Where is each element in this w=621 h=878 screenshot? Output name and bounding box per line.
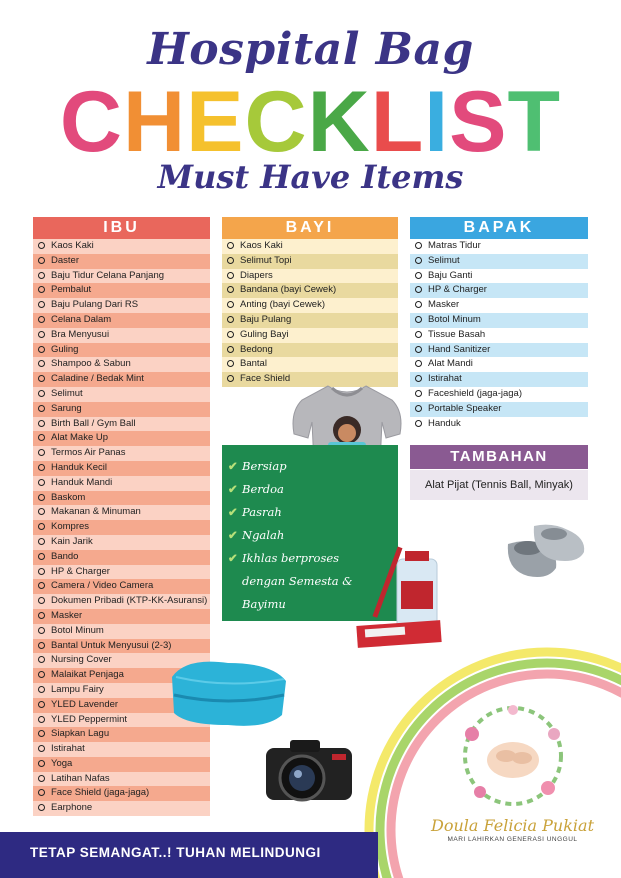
bapak-list-item[interactable]	[410, 313, 588, 328]
bapak-item-label: Tissue Basah	[428, 328, 486, 340]
ibu-list-item[interactable]	[33, 624, 210, 639]
checkbox-circle-icon[interactable]	[38, 434, 45, 441]
ibu-list-item[interactable]	[33, 357, 210, 372]
ibu-item-label: Camera / Video Camera	[51, 580, 154, 592]
bayi-list-item[interactable]	[222, 269, 398, 284]
tambahan-header: TAMBAHAN	[410, 445, 588, 469]
bayi-list-item[interactable]	[222, 298, 398, 313]
checkbox-circle-icon[interactable]	[38, 449, 45, 456]
title-letter: C	[244, 74, 308, 170]
checkbox-circle-icon[interactable]	[38, 464, 45, 471]
ibu-list-item[interactable]	[33, 343, 210, 358]
affirmation-text: Ikhlas berproses	[242, 551, 340, 565]
bayi-item-label: Selimut Topi	[240, 254, 292, 266]
checkbox-circle-icon[interactable]	[38, 789, 45, 796]
ibu-list-item[interactable]	[33, 283, 210, 298]
bapak-list-item[interactable]	[410, 269, 588, 284]
affirmation-item	[222, 501, 398, 524]
checkbox-circle-icon[interactable]	[415, 286, 422, 293]
ibu-list-item[interactable]	[33, 269, 210, 284]
ibu-list-item[interactable]	[33, 565, 210, 580]
ibu-header: IBU	[33, 217, 210, 239]
ibu-item-label: Pembalut	[51, 284, 92, 296]
checkbox-circle-icon[interactable]	[38, 568, 45, 575]
checkbox-circle-icon[interactable]	[38, 804, 45, 811]
camera-image	[262, 734, 358, 806]
ibu-item-label: Handuk Mandi	[51, 476, 113, 488]
bayi-column	[222, 217, 398, 387]
ibu-item-label: Selimut	[51, 387, 83, 399]
bayi-item-label: Kaos Kaki	[240, 240, 283, 251]
ibu-list-item[interactable]	[33, 328, 210, 343]
bapak-item-label: Portable Speaker	[428, 402, 502, 414]
bayi-list-item[interactable]	[222, 254, 398, 269]
checkbox-circle-icon[interactable]	[38, 479, 45, 486]
ibu-list-item[interactable]	[33, 461, 210, 476]
title-letter: K	[307, 74, 371, 170]
checkbox-circle-icon[interactable]	[38, 582, 45, 589]
bayi-header: BAYI	[222, 217, 398, 239]
checkbox-circle-icon[interactable]	[227, 360, 234, 367]
ibu-item-label: Bra Menyusui	[51, 328, 110, 340]
bapak-column	[410, 217, 588, 431]
ibu-item-label: Bantal Untuk Menyusui (2-3)	[51, 639, 172, 651]
checkbox-circle-icon[interactable]	[227, 286, 234, 293]
bayi-item-label: Bandana (bayi Cewek)	[240, 284, 337, 296]
bayi-item-label: Guling Bayi	[240, 328, 289, 340]
checkbox-circle-icon[interactable]	[415, 360, 422, 367]
bapak-header: BAPAK	[410, 217, 588, 239]
title-letter: I	[424, 74, 450, 170]
checkbox-circle-icon[interactable]	[38, 701, 45, 708]
checkmark-icon: ✔	[228, 551, 238, 565]
bapak-item-label: Hand Sanitizer	[428, 343, 491, 355]
bapak-list-item[interactable]	[410, 328, 588, 343]
ibu-list-item[interactable]	[33, 505, 210, 520]
checkbox-circle-icon[interactable]	[38, 642, 45, 649]
checkmark-icon: ✔	[228, 505, 238, 519]
checkbox-circle-icon[interactable]	[227, 375, 234, 382]
affirmation-text: Ngalah	[242, 528, 285, 542]
affirmation-item	[222, 478, 398, 501]
checkbox-circle-icon[interactable]	[227, 242, 234, 249]
ibu-item-label: Kompres	[51, 521, 90, 533]
bayi-list-item[interactable]	[222, 313, 398, 328]
bapak-item-label: Istirahat	[428, 373, 462, 385]
checkbox-circle-icon[interactable]	[38, 553, 45, 560]
bayi-item-label: Bedong	[240, 343, 273, 355]
logo-wreath	[450, 700, 576, 812]
checkbox-circle-icon[interactable]	[415, 420, 422, 427]
checkbox-circle-icon[interactable]	[415, 272, 422, 279]
ibu-item-label: HP & Charger	[51, 565, 110, 577]
bapak-list-item[interactable]	[410, 402, 588, 417]
affirmation-item	[222, 524, 398, 547]
checkbox-circle-icon[interactable]	[38, 331, 45, 338]
ibu-item-label: Baju Pulang Dari RS	[51, 299, 139, 311]
affirmation-text: Bayimu	[242, 597, 286, 611]
ibu-list-item[interactable]	[33, 594, 210, 609]
ibu-list-item[interactable]	[33, 313, 210, 328]
ibu-list-item[interactable]	[33, 801, 210, 816]
ibu-item-label: Termos Air Panas	[51, 447, 126, 459]
ibu-item-label: Lampu Fairy	[51, 683, 104, 695]
ibu-list-item[interactable]	[33, 298, 210, 313]
checkbox-circle-icon[interactable]	[38, 656, 45, 663]
ibu-list-item[interactable]	[33, 786, 210, 801]
checkbox-circle-icon[interactable]	[38, 508, 45, 515]
ibu-list-item[interactable]	[33, 757, 210, 772]
ibu-item-label: YLED Lavender	[51, 698, 119, 710]
ibu-list-item[interactable]	[33, 550, 210, 565]
bapak-item-label: Handuk	[428, 417, 461, 429]
brand-name: Doula Felicia Pukiat	[431, 816, 594, 835]
checkbox-circle-icon[interactable]	[38, 257, 45, 264]
affirmation-text: Pasrah	[242, 505, 282, 519]
bapak-item-label: HP & Charger	[428, 284, 487, 296]
checkbox-circle-icon[interactable]	[415, 331, 422, 338]
ibu-item-label: Kaos Kaki	[51, 240, 94, 251]
bapak-item-label: Faceshield (jaga-jaga)	[428, 387, 522, 399]
ibu-item-label: Dokumen Pribadi (KTP-KK-Asuransi)	[51, 595, 208, 607]
baby-shoes-image	[498, 514, 590, 586]
checkbox-circle-icon[interactable]	[38, 627, 45, 634]
bapak-item-label: Selimut	[428, 254, 460, 266]
checkbox-circle-icon[interactable]	[38, 375, 45, 382]
checkbox-circle-icon[interactable]	[38, 286, 45, 293]
bayi-list-item[interactable]	[222, 343, 398, 358]
ibu-item-label: Face Shield (jaga-jaga)	[51, 787, 150, 799]
checkbox-circle-icon[interactable]	[415, 390, 422, 397]
title-letter: C	[59, 74, 124, 170]
checkbox-circle-icon[interactable]	[227, 346, 234, 353]
checkbox-circle-icon[interactable]	[415, 375, 422, 382]
ibu-item-label: Birth Ball / Gym Ball	[51, 417, 136, 429]
checkmark-icon: ✔	[228, 482, 238, 496]
checkbox-circle-icon[interactable]	[38, 390, 45, 397]
bayi-list-item[interactable]	[222, 283, 398, 298]
bayi-list-item[interactable]	[222, 239, 398, 254]
bayi-list	[222, 239, 398, 387]
bapak-item-label: Botol Minum	[428, 313, 481, 325]
checkbox-circle-icon[interactable]	[38, 730, 45, 737]
checkbox-circle-icon[interactable]	[38, 671, 45, 678]
affirmation-text: Bersiap	[242, 459, 287, 473]
ibu-item-label: Masker	[51, 609, 83, 621]
ibu-item-label: Baju Tidur Celana Panjang	[51, 269, 165, 281]
bapak-list-item[interactable]	[410, 387, 588, 402]
title-letter: E	[186, 74, 245, 170]
checkbox-circle-icon[interactable]	[38, 523, 45, 530]
ibu-item-label: Shampoo & Sabun	[51, 358, 131, 370]
ibu-item-label: Caladine / Bedak Mint	[51, 373, 144, 385]
ibu-list-item[interactable]	[33, 402, 210, 417]
ibu-list-item[interactable]	[33, 417, 210, 432]
affirmation-text: Berdoa	[242, 482, 284, 496]
checkbox-circle-icon[interactable]	[38, 597, 45, 604]
bayi-item-label: Baju Pulang	[240, 313, 292, 325]
bayi-item-label: Bantal	[240, 358, 267, 370]
bapak-list-item[interactable]	[410, 298, 588, 313]
title-letter: T	[507, 74, 562, 170]
affirmation-text: dengan Semesta &	[242, 574, 353, 588]
affirmation-item	[222, 455, 398, 478]
checkbox-circle-icon[interactable]	[38, 316, 45, 323]
checkbox-circle-icon[interactable]	[38, 760, 45, 767]
bapak-list-item[interactable]	[410, 417, 588, 432]
ibu-item-label: Alat Make Up	[51, 432, 109, 444]
bapak-list-item[interactable]	[410, 239, 588, 254]
ibu-item-label: Handuk Kecil	[51, 461, 107, 473]
checkbox-circle-icon[interactable]	[38, 405, 45, 412]
checkbox-circle-icon[interactable]	[415, 316, 422, 323]
ibu-list-item[interactable]	[33, 535, 210, 550]
title-letter: H	[123, 74, 187, 170]
ibu-item-label: Daster	[51, 254, 79, 266]
ibu-list-item[interactable]	[33, 609, 210, 624]
ibu-list-item[interactable]	[33, 491, 210, 506]
bapak-item-label: Matras Tidur	[428, 240, 481, 251]
checkbox-circle-icon[interactable]	[227, 331, 234, 338]
bapak-item-label: Alat Mandi	[428, 358, 473, 370]
bapak-list-item[interactable]	[410, 357, 588, 372]
ibu-list-item[interactable]	[33, 239, 210, 254]
towel-image	[168, 655, 290, 731]
checkbox-circle-icon[interactable]	[227, 257, 234, 264]
ibu-item-label: Earphone	[51, 802, 93, 814]
ibu-item-label: Istirahat	[51, 743, 85, 755]
ibu-list-item[interactable]	[33, 387, 210, 402]
ibu-item-label: Guling	[51, 343, 79, 355]
ibu-list-item[interactable]	[33, 772, 210, 787]
ibu-list-item[interactable]	[33, 520, 210, 535]
title-hospital-bag: Hospital Bag	[147, 24, 474, 75]
checkbox-circle-icon[interactable]	[38, 612, 45, 619]
bapak-list-item[interactable]	[410, 372, 588, 387]
bayi-list-item[interactable]	[222, 328, 398, 343]
ibu-list-item[interactable]	[33, 639, 210, 654]
bayi-item-label: Diapers	[240, 269, 273, 281]
ibu-item-label: Baskom	[51, 491, 86, 503]
bayi-item-label: Anting (bayi Cewek)	[240, 299, 326, 311]
checkmark-icon: ✔	[228, 459, 238, 473]
ibu-item-label: Kain Jarik	[51, 535, 93, 547]
ibu-item-label: Latihan Nafas	[51, 772, 110, 784]
checkbox-circle-icon[interactable]	[38, 301, 45, 308]
checkbox-circle-icon[interactable]	[415, 346, 422, 353]
brand-tagline: MARI LAHIRKAN GENERASI UNGGUL	[447, 836, 578, 843]
ibu-item-label: Makanan & Minuman	[51, 506, 141, 518]
checkbox-circle-icon[interactable]	[415, 301, 422, 308]
checkbox-circle-icon[interactable]	[38, 242, 45, 249]
ibu-item-label: Celana Dalam	[51, 313, 112, 325]
ibu-item-label: Yoga	[51, 757, 73, 769]
ibu-list-item[interactable]	[33, 431, 210, 446]
checkbox-circle-icon[interactable]	[38, 716, 45, 723]
ibu-list-item[interactable]	[33, 742, 210, 757]
ibu-item-label: Malaikat Penjaga	[51, 669, 124, 681]
footer-text: TETAP SEMANGAT..! TUHAN MELINDUNGI	[30, 845, 321, 860]
checkbox-circle-icon[interactable]	[415, 405, 422, 412]
ibu-item-label: Sarung	[51, 402, 82, 414]
ibu-list-item[interactable]	[33, 446, 210, 461]
bapak-list-item[interactable]	[410, 254, 588, 269]
ibu-item-label: Bando	[51, 550, 79, 562]
checkbox-circle-icon[interactable]	[227, 316, 234, 323]
checkbox-circle-icon[interactable]	[38, 494, 45, 501]
checkbox-circle-icon[interactable]	[38, 775, 45, 782]
tambahan-item: Alat Pijat (Tennis Ball, Minyak)	[410, 470, 588, 500]
ibu-list-item[interactable]	[33, 579, 210, 594]
ibu-item-label: YLED Peppermint	[51, 713, 128, 725]
bapak-item-label: Masker	[428, 299, 460, 311]
ibu-item-label: Botol Minum	[51, 624, 104, 636]
bapak-list-item[interactable]	[410, 343, 588, 358]
title-must-have-items: Must Have Items	[157, 158, 464, 196]
checkbox-circle-icon[interactable]	[38, 346, 45, 353]
checkbox-circle-icon[interactable]	[415, 257, 422, 264]
checkbox-circle-icon[interactable]	[38, 272, 45, 279]
ibu-item-label: Siapkan Lagu	[51, 728, 110, 740]
bapak-list-item[interactable]	[410, 283, 588, 298]
checkbox-circle-icon[interactable]	[38, 360, 45, 367]
checkbox-circle-icon[interactable]	[415, 242, 422, 249]
bayi-list-item[interactable]	[222, 357, 398, 372]
checkbox-circle-icon[interactable]	[38, 745, 45, 752]
title-letter: L	[370, 74, 425, 170]
checkbox-circle-icon[interactable]	[38, 538, 45, 545]
checkbox-circle-icon[interactable]	[227, 272, 234, 279]
ibu-list-item[interactable]	[33, 372, 210, 387]
ibu-item-label: Nursing Cover	[51, 654, 112, 666]
checkmark-icon: ✔	[228, 528, 238, 542]
checkbox-circle-icon[interactable]	[38, 686, 45, 693]
bapak-list	[410, 239, 588, 431]
ibu-list-item[interactable]	[33, 476, 210, 491]
bapak-item-label: Baju Ganti	[428, 269, 473, 281]
title-letter: S	[449, 74, 508, 170]
checkbox-circle-icon[interactable]	[38, 420, 45, 427]
checkbox-circle-icon[interactable]	[227, 301, 234, 308]
ibu-list-item[interactable]	[33, 254, 210, 269]
title-checklist	[0, 72, 621, 172]
bayi-item-label: Face Shield	[240, 373, 291, 385]
